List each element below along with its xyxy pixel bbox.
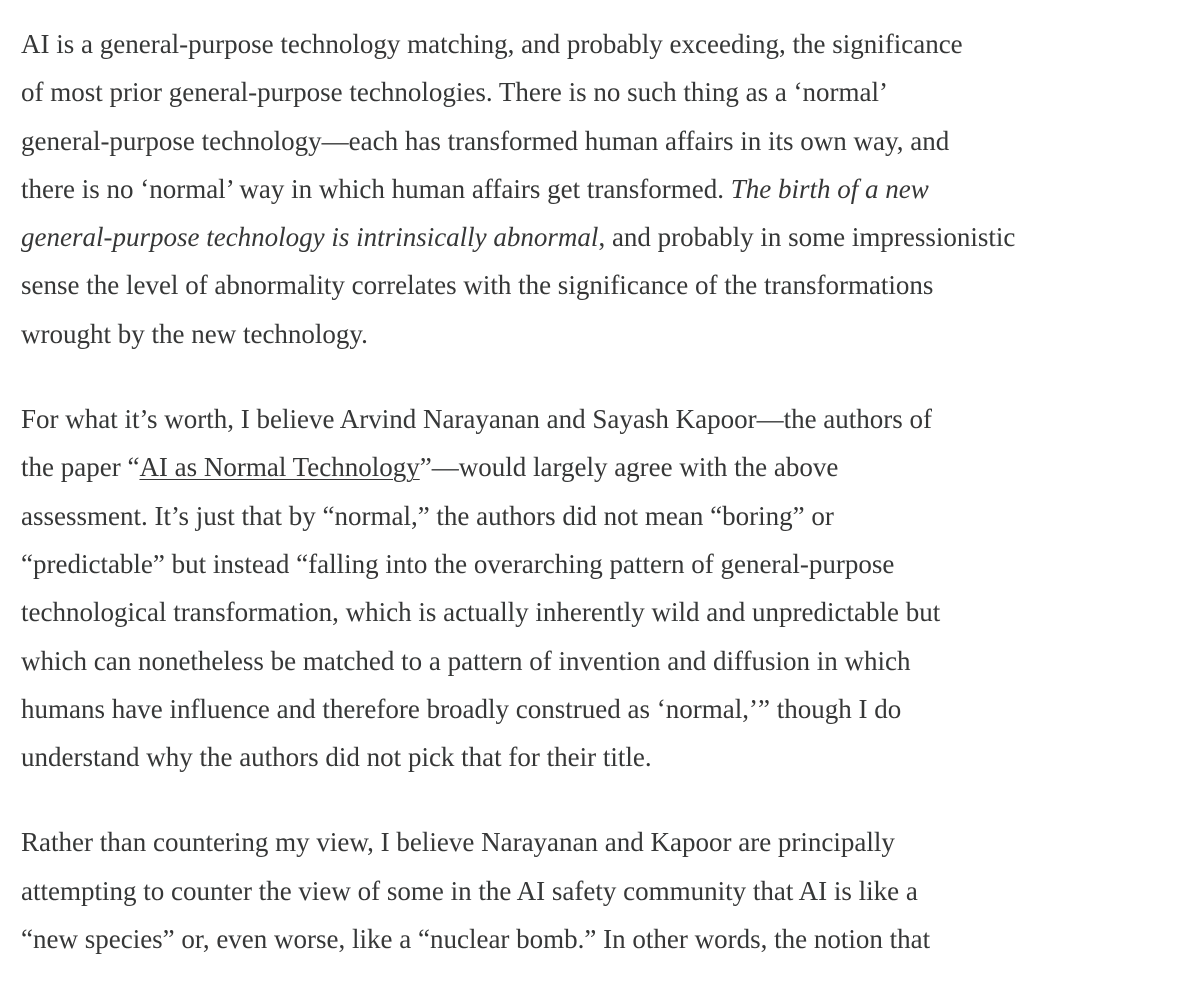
text-line — [21, 395, 1191, 443]
text-segment: For what it’s worth, I believe Arvind Narayanan and Sayash Kapoor—the authors of — [21, 404, 933, 435]
text-segment: assessment. It’s just that by “normal,” the authors did not mean “boring” or — [21, 500, 834, 531]
text-segment: general-purpose technology—each has transformed human affairs in its own way, and — [21, 125, 950, 156]
text-segment: Rather than countering my view, I believe Narayanan and Kapoor are principally — [21, 827, 895, 858]
text-line — [21, 637, 1191, 685]
text-segment: technological transformation, which is actually inherently wild and unpredictable but — [21, 597, 941, 628]
text-segment: understand why the authors did not pick that for their title. — [21, 742, 652, 773]
text-line — [21, 117, 1191, 165]
text-line — [21, 867, 1191, 915]
text-line — [21, 443, 1191, 491]
text-line — [21, 540, 1191, 588]
text-line — [21, 261, 1191, 309]
text-line — [21, 310, 1191, 358]
article-body — [21, 20, 1191, 1000]
text-segment: AI is a general-purpose technology matching, and probably exceeding, the significance — [21, 29, 963, 59]
text-line — [21, 685, 1191, 733]
text-line — [21, 68, 1191, 116]
article-paragraph — [21, 818, 1191, 963]
text-segment: “new species” or, even worse, like a “nuclear bomb.” In other words, the notion that — [21, 924, 931, 955]
text-line — [21, 588, 1191, 636]
text-line — [21, 818, 1191, 866]
text-segment: ”—would largely agree with the above — [419, 452, 839, 483]
text-segment: the paper “ — [21, 452, 140, 483]
text-line — [21, 213, 1191, 261]
text-segment: humans have influence and therefore broadly construed as ‘normal,’” though I do — [21, 693, 902, 724]
text-line — [21, 165, 1191, 213]
article-paragraph — [21, 20, 1191, 358]
emphasized-text: general-purpose technology is intrinsically abnormal — [21, 222, 599, 253]
emphasized-text: The birth of a new — [730, 173, 929, 204]
text-line — [21, 915, 1191, 963]
text-line — [21, 20, 1191, 68]
text-segment: , and probably in some impressionistic — [598, 222, 1016, 253]
text-segment: sense the level of abnormality correlates with the significance of the transformations — [21, 270, 934, 301]
text-segment: attempting to counter the view of some in the AI safety community that AI is like a — [21, 875, 918, 906]
text-segment: there is no ‘normal’ way in which human affairs get transformed. — [21, 173, 731, 204]
text-segment: of most prior general-purpose technologies. There is no such thing as a ‘normal’ — [21, 77, 889, 108]
article-paragraph — [21, 395, 1191, 781]
text-line — [21, 492, 1191, 540]
text-segment: wrought by the new technology. — [21, 318, 368, 349]
text-segment: which can nonetheless be matched to a pattern of invention and diffusion in which — [21, 645, 911, 676]
text-line — [21, 733, 1191, 781]
paper-title-link[interactable]: AI as Normal Technology — [139, 452, 420, 483]
text-segment: “predictable” but instead “falling into the overarching pattern of general-purpose — [21, 548, 895, 579]
